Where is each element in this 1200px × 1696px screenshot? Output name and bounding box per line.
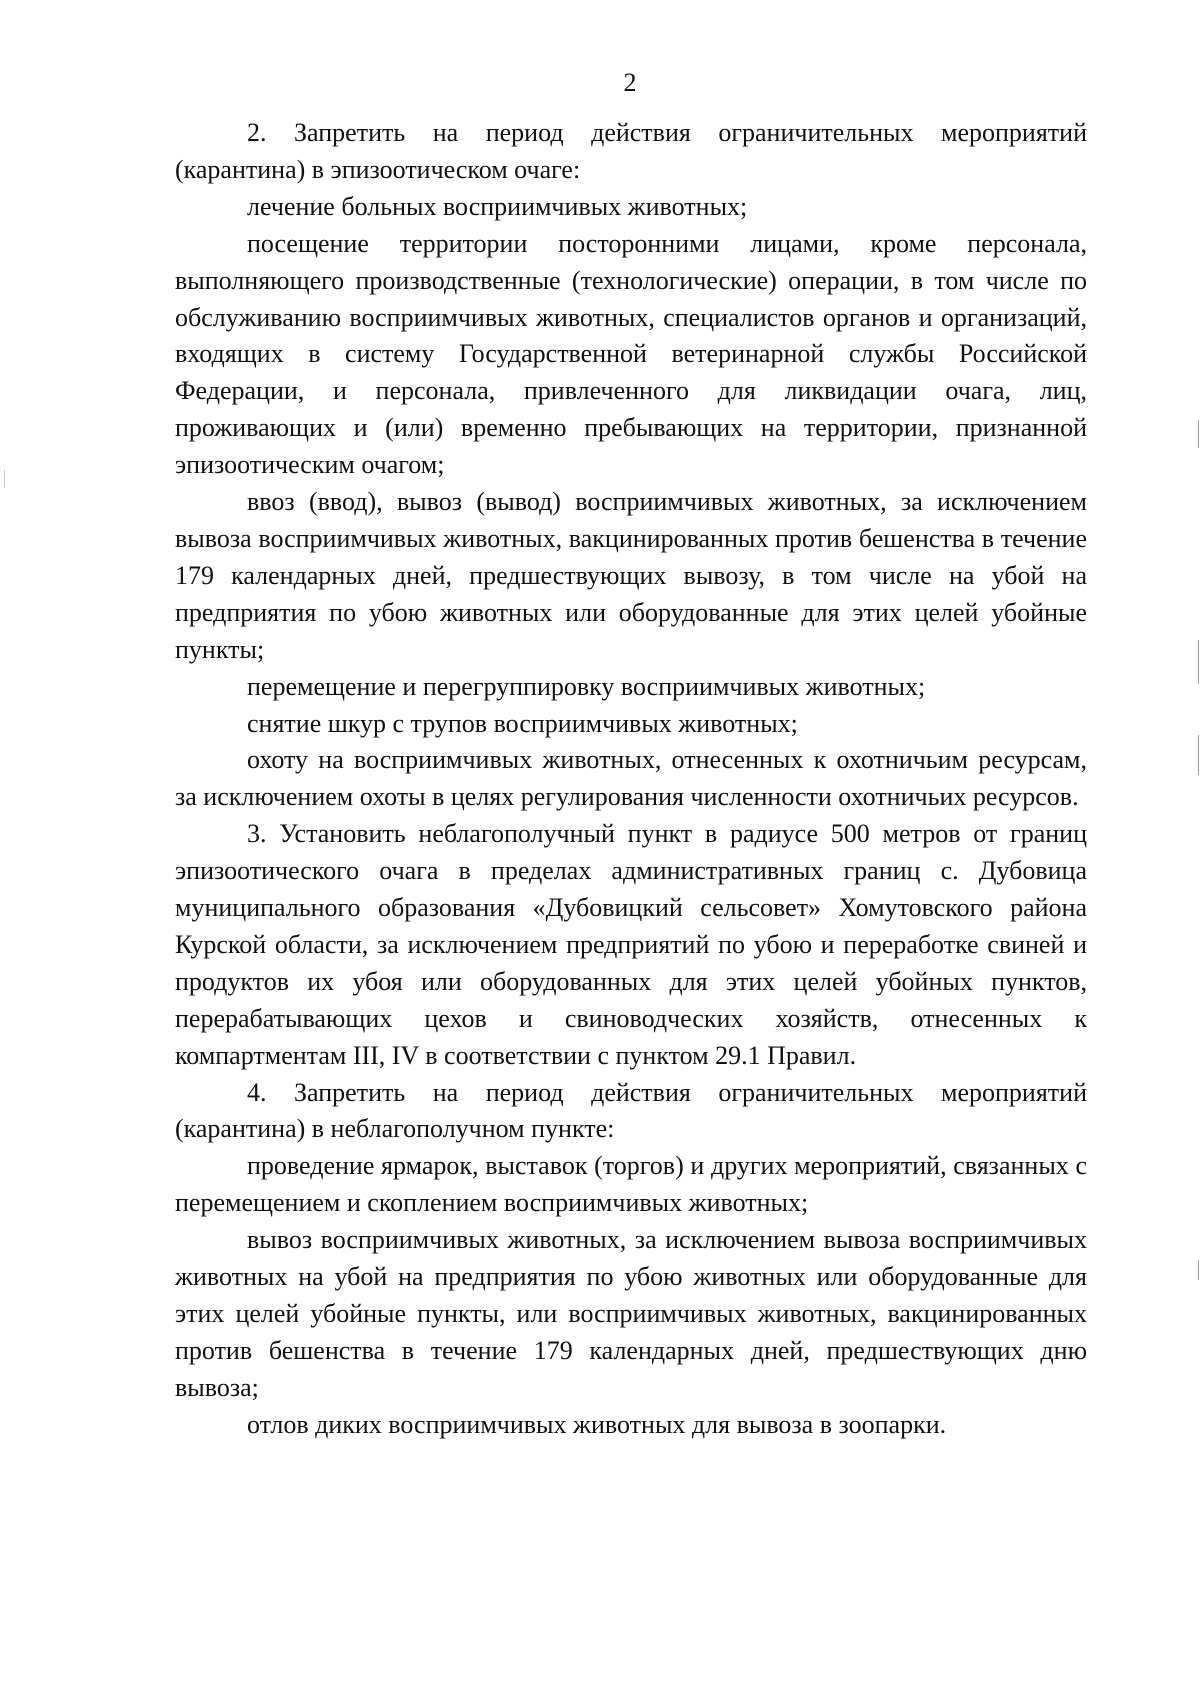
- paragraph-capture-ban: отлов диких восприимчивых животных для вывоза в зоопарки.: [247, 1409, 947, 1439]
- paragraph-fairs-ban: проведение ярмарок, выставок (торгов) и других мероприятий, связанных с перемещением и скоплением восприимчивых животных;: [175, 1151, 1087, 1218]
- page-number: 2: [623, 68, 637, 97]
- scan-artifact-mark: [4, 470, 5, 488]
- scan-artifact-mark: [1198, 640, 1199, 684]
- scan-artifact-mark: [1198, 1260, 1199, 1280]
- paragraph-export-ban: вывоз восприимчивых животных, за исключением вывоза восприимчивых животных на убой на предприятия по убою животных или оборудованные для этих целей убойные пункты, или восприимчивых животных, вакцинированных против бешенства в течение 179 календарных дней, предшествующих дню вывоза;: [175, 1225, 1087, 1402]
- paragraph-import-export-ban: ввоз (ввод), вывоз (вывод) восприимчивых животных, за исключением вывоза восприимчивых животных, вакцинированных против бешенства в течение 179 календарных дней, предшествующих вывозу, в том числе на убой на предприятия по убою животных или оборудованные для этих целей убойные пункты;: [175, 487, 1087, 664]
- document-body: [175, 115, 1087, 1444]
- scan-artifact-mark: [1198, 735, 1199, 775]
- paragraph-skinning-ban: снятие шкур с трупов восприимчивых животных;: [247, 708, 798, 738]
- paragraph-hunting-ban: охоту на восприимчивых животных, отнесенных к охотничьим ресурсам, за исключением охоты в целях регулирования численности охотничьих ресурсов.: [175, 745, 1087, 812]
- paragraph-item-2-heading: 2. Запретить на период действия ограничительных мероприятий (карантина) в эпизоотическом очаге:: [175, 118, 1087, 184]
- paragraph-visit-ban: посещение территории посторонними лицами, кроме персонала, выполняющего производственные (технологические) операции, в том числе по обслуживанию восприимчивых животных, специалистов органов и организаций, входящих в систему Государственной ветеринарной службы Российской Федерации, и персонала, привлеченного для ликвидации очага, лиц, проживающих и (или) временно пребывающих на территории, признанной эпизоотическим очагом;: [175, 228, 1087, 480]
- scan-artifact-mark: [1198, 420, 1199, 448]
- paragraph-treatment-ban: лечение больных восприимчивых животных;: [247, 191, 748, 221]
- paragraph-movement-ban: перемещение и перегруппировку восприимчивых животных;: [247, 671, 926, 701]
- paragraph-item-3-unfavorable-point: 3. Установить неблагополучный пункт в радиусе 500 метров от границ эпизоотического очага в пределах административных границ с. Дубовица муниципального образования «Дубовицкий сельсовет» Хомутовского района Курской области, за исключением предприятий по убою и переработке свиней и продуктов их убоя или оборудованных для этих целей убойных пунктов, перерабатывающих цехов и свиноводческих хозяйств, отнесенных к компартментам III, IV в соответствии с пунктом 29.1 Правил.: [175, 819, 1087, 1070]
- paragraph-item-4-heading: 4. Запретить на период действия ограничительных мероприятий (карантина) в неблагополучном пункте:: [175, 1077, 1087, 1144]
